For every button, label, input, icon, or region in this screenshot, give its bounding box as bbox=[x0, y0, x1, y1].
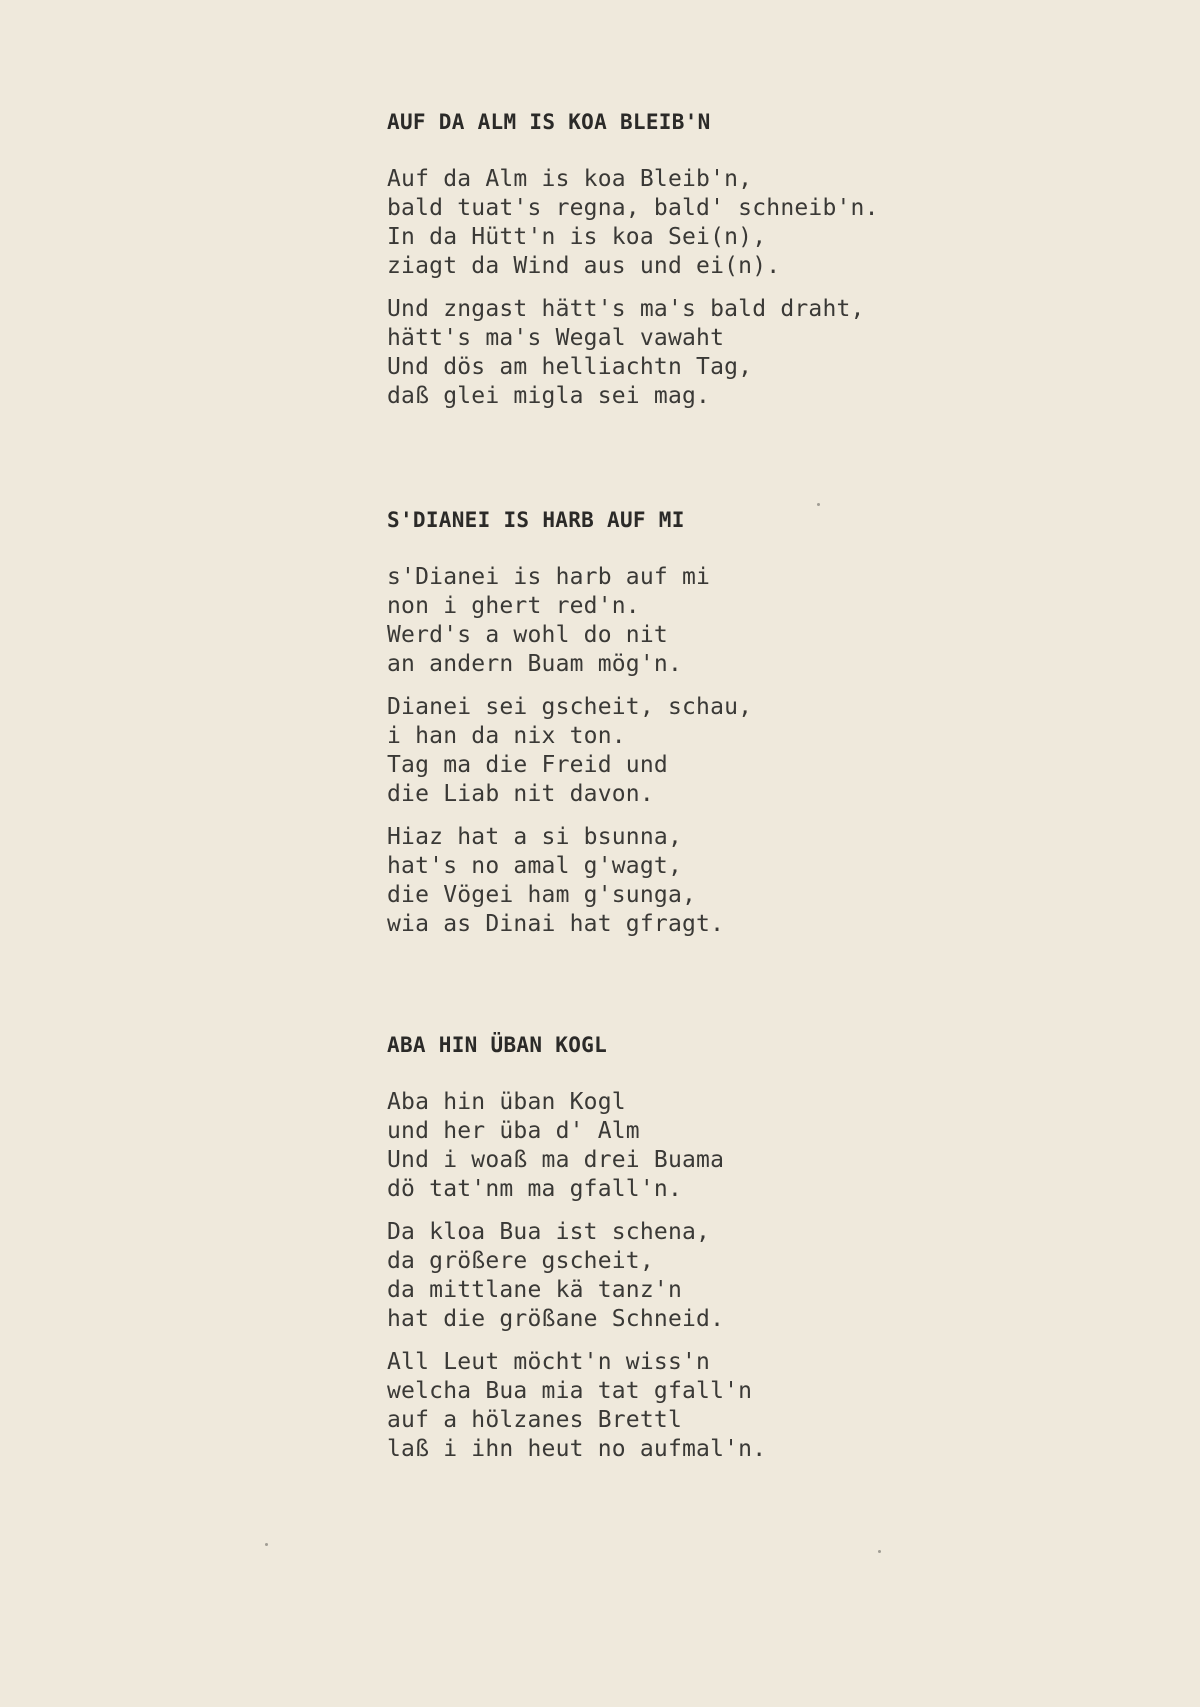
verse-line: Auf da Alm is koa Bleib'n, bbox=[387, 166, 753, 192]
verse-line: wia as Dinai hat gfragt. bbox=[387, 911, 725, 937]
verse-line: und her üba d' Alm bbox=[387, 1118, 640, 1144]
song-title: AUF DA ALM IS KOA BLEIB'N bbox=[387, 110, 711, 134]
verse-line: auf a hölzanes Brettl bbox=[387, 1407, 682, 1433]
verse-line: Und dös am helliachtn Tag, bbox=[387, 354, 753, 380]
song-aba-hin-uban-kogl bbox=[387, 1030, 1147, 1478]
stanza bbox=[387, 165, 1147, 281]
verse-line: ziagt da Wind aus und ei(n). bbox=[387, 253, 781, 279]
stanza bbox=[387, 295, 1147, 411]
verse-line: Da kloa Bua ist schena, bbox=[387, 1219, 711, 1245]
verse-line: s'Dianei is harb auf mi bbox=[387, 564, 711, 590]
verse-line: laß i ihn heut no aufmal'n. bbox=[387, 1436, 767, 1462]
verse-line: dö tat'nm ma gfall'n. bbox=[387, 1176, 682, 1202]
verse-line: hat's no amal g'wagt, bbox=[387, 853, 682, 879]
verse-line: Aba hin üban Kogl bbox=[387, 1089, 626, 1115]
song-title: ABA HIN ÜBAN KOGL bbox=[387, 1033, 608, 1057]
verse-line: All Leut möcht'n wiss'n bbox=[387, 1349, 711, 1375]
verse-line: die Vögei ham g'sunga, bbox=[387, 882, 697, 908]
verse-line: die Liab nit davon. bbox=[387, 781, 654, 807]
stanza bbox=[387, 1348, 1147, 1464]
verse-line: Und zngast hätt's ma's bald draht, bbox=[387, 296, 865, 322]
verse-line: In da Hütt'n is koa Sei(n), bbox=[387, 224, 767, 250]
stanza bbox=[387, 693, 1147, 809]
verse-line: Hiaz hat a si bsunna, bbox=[387, 824, 682, 850]
verse-line: non i ghert red'n. bbox=[387, 593, 640, 619]
paper-speck bbox=[817, 503, 820, 506]
verse-line: welcha Bua mia tat gfall'n bbox=[387, 1378, 753, 1404]
stanza bbox=[387, 563, 1147, 679]
verse-line: an andern Buam mög'n. bbox=[387, 651, 682, 677]
song-dianei bbox=[387, 505, 1147, 953]
verse-line: Und i woaß ma drei Buama bbox=[387, 1147, 725, 1173]
verse-line: hätt's ma's Wegal vawaht bbox=[387, 325, 725, 351]
verse-line: da größere gscheit, bbox=[387, 1248, 654, 1274]
paper-speck bbox=[878, 1550, 881, 1553]
verse-line: i han da nix ton. bbox=[387, 723, 626, 749]
verse-line: daß glei migla sei mag. bbox=[387, 383, 711, 409]
verse-line: da mittlane kä tanz'n bbox=[387, 1277, 682, 1303]
stanza bbox=[387, 1088, 1147, 1204]
verse-line: Werd's a wohl do nit bbox=[387, 622, 668, 648]
verse-line: Dianei sei gscheit, schau, bbox=[387, 694, 753, 720]
song-auf-da-alm bbox=[387, 107, 1147, 425]
stanza bbox=[387, 1218, 1147, 1334]
verse-line: bald tuat's regna, bald' schneib'n. bbox=[387, 195, 879, 221]
paper-speck bbox=[265, 1543, 268, 1546]
verse-line: hat die größane Schneid. bbox=[387, 1306, 725, 1332]
verse-line: Tag ma die Freid und bbox=[387, 752, 668, 778]
song-title: S'DIANEI IS HARB AUF MI bbox=[387, 508, 685, 532]
stanza bbox=[387, 823, 1147, 939]
